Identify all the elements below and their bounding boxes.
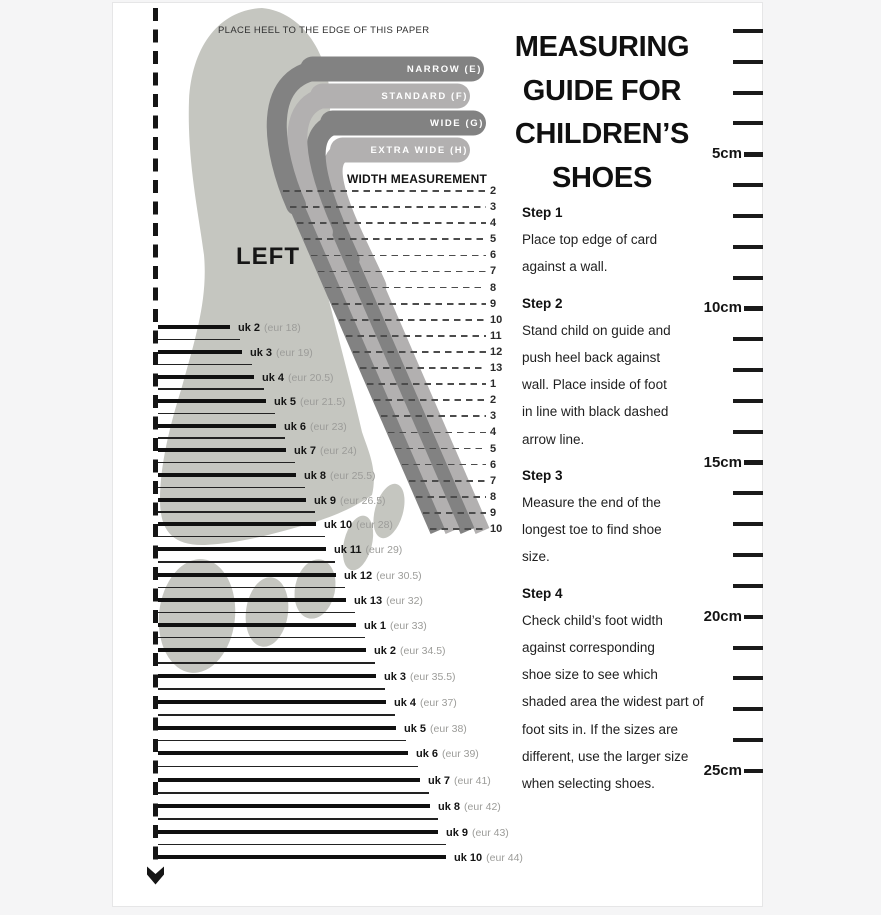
size-label xyxy=(384,669,456,684)
uk-size: uk 12 xyxy=(344,570,373,582)
width-scale-number: 13 xyxy=(490,362,503,375)
ruler-tick-labeled xyxy=(744,306,763,311)
eur-size: (eur 35.5) xyxy=(410,671,456,683)
uk-size: uk 1 xyxy=(364,620,387,632)
size-label xyxy=(284,419,347,434)
size-label xyxy=(238,320,301,335)
width-dashed-line xyxy=(290,206,486,208)
width-dashed-line xyxy=(332,303,486,305)
size-line xyxy=(158,375,254,379)
ruler-tick xyxy=(733,399,763,403)
size-label xyxy=(314,493,386,508)
eur-size: (eur 34.5) xyxy=(400,645,446,657)
width-scale-number: 10 xyxy=(490,313,503,326)
width-dashed-line xyxy=(318,271,486,273)
step-text-line: Place top edge of card xyxy=(522,232,658,248)
uk-size: uk 8 xyxy=(304,470,327,482)
half-size-line xyxy=(158,413,275,414)
uk-size: uk 7 xyxy=(294,445,317,457)
width-scale-number: 6 xyxy=(490,249,497,262)
size-line xyxy=(158,726,396,730)
size-label xyxy=(394,695,457,710)
eur-size: (eur 38) xyxy=(430,723,467,735)
eur-size: (eur 32) xyxy=(386,595,423,607)
size-line xyxy=(158,804,430,808)
half-size-line xyxy=(158,561,335,562)
size-line xyxy=(158,778,420,782)
ruler-tick xyxy=(733,29,763,33)
half-size-line xyxy=(158,818,438,819)
half-size-line xyxy=(158,511,315,512)
width-dashed-line xyxy=(304,238,486,240)
width-scale-number: 10 xyxy=(490,522,503,535)
step-text-line: arrow line. xyxy=(522,431,585,447)
size-line xyxy=(158,399,266,403)
half-size-line xyxy=(158,662,375,663)
instruction-steps xyxy=(522,199,737,797)
size-label xyxy=(364,618,427,633)
eur-size: (eur 23) xyxy=(310,421,347,433)
size-line xyxy=(158,522,316,526)
width-scale-number: 6 xyxy=(490,458,497,471)
half-size-line xyxy=(158,587,345,588)
width-dashed-line xyxy=(339,319,486,321)
band-label-narrow: NARROW (E) xyxy=(406,64,482,75)
size-label xyxy=(454,850,523,865)
width-dashed-line xyxy=(297,222,486,224)
band-label-wide: WIDE (G) xyxy=(430,118,484,129)
step-text-line: Check child’s foot width xyxy=(522,612,663,628)
step-heading: Step 1 xyxy=(522,205,563,220)
size-label xyxy=(344,568,422,583)
eur-size: (eur 33) xyxy=(390,620,427,632)
width-scale-number: 7 xyxy=(490,474,497,487)
size-line xyxy=(158,448,286,452)
size-label xyxy=(274,394,346,409)
width-dashed-line xyxy=(367,383,486,385)
heel-placement-instruction: PLACE HEEL TO THE EDGE OF THIS PAPER xyxy=(218,25,430,36)
half-size-line xyxy=(158,792,429,793)
ruler-tick xyxy=(733,91,763,95)
width-dashed-line xyxy=(325,287,486,289)
ruler-tick-labeled xyxy=(744,769,763,774)
eur-size: (eur 39) xyxy=(442,748,479,760)
step-block xyxy=(522,199,737,281)
title-line: SHOES xyxy=(551,161,653,194)
ruler-cm-label: 20cm xyxy=(703,607,742,625)
ruler-tick xyxy=(733,491,763,495)
uk-size: uk 13 xyxy=(354,595,383,607)
width-scale-number: 2 xyxy=(490,185,497,197)
size-label xyxy=(262,370,334,385)
width-dashed-line xyxy=(388,432,486,434)
size-line xyxy=(158,674,376,678)
size-label xyxy=(428,773,491,788)
width-scale-number: 1 xyxy=(490,378,497,391)
size-label xyxy=(324,517,393,532)
step-text-line: shaded area the widest part of xyxy=(522,694,704,710)
width-dashed-line xyxy=(395,448,486,450)
uk-size: uk 7 xyxy=(428,775,451,787)
half-size-line xyxy=(158,339,240,340)
size-label xyxy=(294,443,357,458)
size-line xyxy=(158,547,326,551)
ruler-tick-labeled xyxy=(744,615,763,620)
width-scale-number: 3 xyxy=(490,410,497,423)
size-label xyxy=(438,799,501,814)
width-dashed-line xyxy=(416,496,486,498)
ruler-tick xyxy=(733,245,763,249)
uk-size: uk 8 xyxy=(438,801,461,813)
page-title xyxy=(498,26,706,200)
step-text-line: different, use the larger size xyxy=(522,748,689,764)
step-heading: Step 3 xyxy=(522,467,563,483)
size-line xyxy=(158,830,438,834)
half-size-line xyxy=(158,688,385,689)
uk-size: uk 4 xyxy=(394,697,417,709)
size-label xyxy=(354,593,423,608)
step-text-line: in line with black dashed xyxy=(522,404,669,420)
ruler-tick xyxy=(733,430,763,434)
uk-size: uk 10 xyxy=(454,852,483,864)
size-line xyxy=(158,623,356,627)
uk-size: uk 4 xyxy=(262,372,285,384)
width-dashed-line xyxy=(423,512,486,514)
ruler-tick xyxy=(733,584,763,588)
ruler-tick xyxy=(733,337,763,341)
width-dashed-line xyxy=(283,190,486,192)
width-dashed-line xyxy=(409,480,486,482)
step-block xyxy=(522,462,737,571)
size-line xyxy=(158,498,306,502)
size-line xyxy=(158,325,230,329)
ruler-tick xyxy=(733,60,763,64)
step-text-line: Stand child on guide and xyxy=(522,322,671,338)
half-size-line xyxy=(158,364,252,365)
little-toe xyxy=(368,480,410,542)
width-scale-number: 9 xyxy=(490,506,497,519)
eur-size: (eur 25.5) xyxy=(330,470,376,482)
title-line: GUIDE FOR xyxy=(522,74,682,107)
ruler-cm-label: 5cm xyxy=(711,145,742,163)
uk-size: uk 5 xyxy=(404,723,427,735)
width-scale-number: 5 xyxy=(490,442,497,455)
uk-size: uk 5 xyxy=(274,396,297,408)
size-line xyxy=(158,648,366,652)
width-scale-number: 7 xyxy=(490,265,497,278)
eur-size: (eur 29) xyxy=(365,544,403,556)
eur-size: (eur 24) xyxy=(320,445,357,457)
ruler-tick xyxy=(733,121,763,125)
step-heading: Step 4 xyxy=(522,585,563,601)
eur-size: (eur 21.5) xyxy=(300,396,346,408)
eur-size: (eur 19) xyxy=(276,347,313,359)
half-size-line xyxy=(158,487,305,488)
size-label xyxy=(416,746,479,761)
eur-size: (eur 28) xyxy=(356,519,393,531)
eur-size: (eur 30.5) xyxy=(376,570,422,582)
ruler-tick xyxy=(733,368,763,372)
ruler-cm-label: 25cm xyxy=(703,761,742,779)
ruler-tick xyxy=(733,676,763,680)
size-label xyxy=(446,825,509,840)
half-size-line xyxy=(158,462,295,463)
step-text-line: foot sits in. If the sizes are xyxy=(522,721,679,737)
dashed-arrow-line xyxy=(153,8,159,860)
ruler-tick xyxy=(733,522,763,526)
width-scale-number: 9 xyxy=(490,297,497,310)
width-scale-number: 4 xyxy=(490,217,497,230)
width-dashed-line xyxy=(360,367,486,369)
width-scale-number: 11 xyxy=(490,329,502,342)
size-label xyxy=(404,721,467,736)
size-line xyxy=(158,855,446,859)
width-scale-number: 4 xyxy=(490,426,497,439)
step-text-line: when selecting shoes. xyxy=(522,776,655,792)
uk-size: uk 2 xyxy=(238,322,261,334)
eur-size: (eur 20.5) xyxy=(288,372,334,384)
title-line: CHILDREN’S xyxy=(514,118,690,150)
half-size-line xyxy=(158,714,395,715)
step-text-line: longest toe to find shoe xyxy=(522,522,662,538)
width-dashed-line xyxy=(381,415,486,417)
width-dashed-line xyxy=(430,528,486,530)
width-scale-number: 8 xyxy=(490,490,497,503)
size-line xyxy=(158,598,346,602)
uk-size: uk 3 xyxy=(384,671,407,683)
eur-size: (eur 44) xyxy=(486,852,523,864)
step-text-line: Measure the end of the xyxy=(522,495,661,511)
uk-size: uk 3 xyxy=(250,347,273,359)
step-text-line: against corresponding xyxy=(522,640,655,656)
step-text-line: against a wall. xyxy=(522,259,608,275)
ruler-cm-label: 15cm xyxy=(703,453,742,471)
size-label xyxy=(304,468,376,483)
step-text-line: size. xyxy=(522,549,550,565)
ruler-tick xyxy=(733,738,763,742)
half-size-line xyxy=(158,637,365,638)
half-size-line xyxy=(158,612,355,613)
half-size-line xyxy=(158,437,285,438)
eur-size: (eur 26.5) xyxy=(340,495,386,507)
size-label xyxy=(334,542,402,557)
width-scale-number: 8 xyxy=(490,281,497,294)
half-size-line xyxy=(158,766,418,767)
arrow-down-icon xyxy=(147,867,164,885)
width-dashed-line xyxy=(311,255,486,257)
width-scale-number: 3 xyxy=(490,201,497,214)
width-dashed-line xyxy=(374,399,486,401)
size-line xyxy=(158,573,336,577)
width-scale-number: 5 xyxy=(490,233,497,246)
eur-size: (eur 43) xyxy=(472,827,509,839)
ruler-tick xyxy=(733,183,763,187)
width-dashed-line xyxy=(346,335,486,337)
uk-size: uk 6 xyxy=(416,748,439,760)
eur-size: (eur 41) xyxy=(454,775,491,787)
width-dashed-line xyxy=(402,464,486,466)
width-dashed-line xyxy=(353,351,486,353)
uk-size: uk 9 xyxy=(314,495,337,507)
eur-size: (eur 37) xyxy=(420,697,457,709)
half-size-line xyxy=(158,740,406,741)
step-text-line: wall. Place inside of foot xyxy=(522,377,667,393)
step-text-line: push heel back against xyxy=(522,350,661,366)
ruler-tick xyxy=(733,553,763,557)
size-line xyxy=(158,350,242,354)
ruler-tick-labeled xyxy=(744,460,763,465)
step-text-line: shoe size to see which xyxy=(522,667,658,683)
size-label xyxy=(374,643,446,658)
left-foot-label: LEFT xyxy=(236,243,300,270)
eur-size: (eur 42) xyxy=(464,801,501,813)
step-heading: Step 2 xyxy=(522,295,563,311)
width-measurement-heading: WIDTH MEASUREMENT xyxy=(346,172,487,186)
ruler-tick xyxy=(733,276,763,280)
uk-size: uk 6 xyxy=(284,421,307,433)
size-line xyxy=(158,424,276,428)
title-line: MEASURING xyxy=(514,31,690,63)
size-line xyxy=(158,700,386,704)
ruler-tick-labeled xyxy=(744,152,763,157)
half-size-line xyxy=(158,536,325,537)
eur-size: (eur 18) xyxy=(264,322,301,334)
half-size-line xyxy=(158,388,264,389)
uk-size: uk 11 xyxy=(334,544,362,556)
band-label-standard: STANDARD (F) xyxy=(381,91,468,102)
size-line xyxy=(158,751,408,755)
size-line xyxy=(158,473,296,477)
ruler-tick xyxy=(733,214,763,218)
uk-size: uk 2 xyxy=(374,645,397,657)
ruler-cm-label: 10cm xyxy=(703,299,742,317)
width-scale-number: 12 xyxy=(490,345,503,358)
ruler-tick xyxy=(733,646,763,650)
size-label xyxy=(250,345,313,360)
band-label-extra-wide: EXTRA WIDE (H) xyxy=(370,145,468,156)
uk-size: uk 10 xyxy=(324,519,353,531)
uk-size: uk 9 xyxy=(446,827,469,839)
width-scale-number: 2 xyxy=(490,394,497,407)
half-size-line xyxy=(158,844,446,845)
ruler-tick xyxy=(733,707,763,711)
